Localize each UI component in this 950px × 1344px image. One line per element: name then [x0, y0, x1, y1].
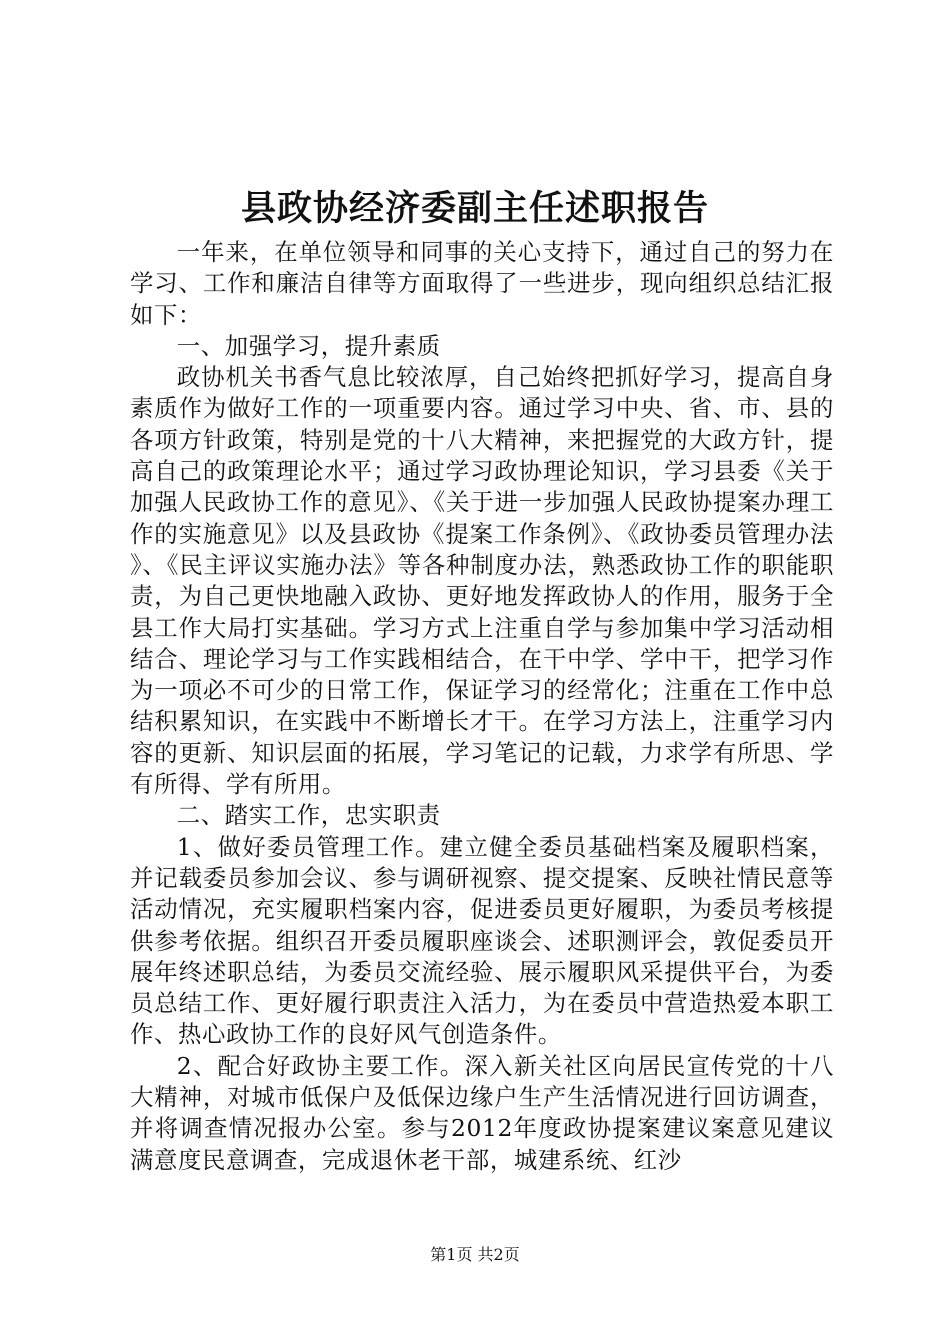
- document-body: [130, 237, 834, 1176]
- intro-paragraph: 一年来，在单位领导和同事的关心支持下，通过自己的努力在学习、工作和廉洁自律等方面取得了一些进步，现向组织总结汇报如下：: [130, 238, 834, 329]
- document-title: 县政协经济委副主任述职报告: [240, 188, 709, 229]
- page-footer: 第1页 共2页: [430, 1245, 520, 1264]
- member-management-paragraph: 1、做好委员管理工作。建立健全委员基础档案及履职档案，并记载委员参加会议、参与调研视察、提交提案、反映社情民意等活动情况，充实履职档案内容，促进委员更好履职，为委员考核提供参考依据。组织召开委员履职座谈会、述职测评会，敦促委员开展年终述职总结，为委员交流经验、展示履职风采提供平台，为委员总结工作、更好履行职责注入活力，为在委员中营造热爱本职工作、热心政协工作的良好风气创造条件。: [130, 832, 834, 1049]
- section-heading-study: 一、加强学习，提升素质: [176, 331, 441, 360]
- cooperation-paragraph: 2、配合好政协主要工作。深入新关社区向居民宣传党的十八大精神，对城市低保户及低保边缘户生产生活情况进行回访调查，并将调查情况报办公室。参与2012年度政协提案建议案意见建议满意度民意调查，完成退休老干部，城建系统、红沙: [130, 1051, 834, 1174]
- section-heading-work: 二、踏实工作，忠实职责: [176, 801, 441, 830]
- study-paragraph: 政协机关书香气息比较浓厚，自己始终把抓好学习，提高自身素质作为做好工作的一项重要内容。通过学习中央、省、市、县的各项方针政策，特别是党的十八大精神，来把握党的大政方针，提高自己的政策理论水平；通过学习政协理论知识，学习县委《关于加强人民政协工作的意见》、《关于进一步加强人民政协提案办理工作的实施意见》以及县政协《提案工作条例》、《政协委员管理办法》、《民主评议实施办法》等各种制度办法，熟悉政协工作的职能职责，为自己更快地融入政协、更好地发挥政协人的作用，服务于全县工作大局打实基础。学习方式上注重自学与参加集中学习活动相结合、理论学习与工作实践相结合，在干中学、学中干，把学习作为一项必不可少的日常工作，保证学习的经常化；注重在工作中总结积累知识，在实践中不断增长才干。在学习方法上，注重学习内容的更新、知识层面的拓展，学习笔记的记载，力求学有所思、学有所得、学有所用。: [130, 363, 834, 799]
